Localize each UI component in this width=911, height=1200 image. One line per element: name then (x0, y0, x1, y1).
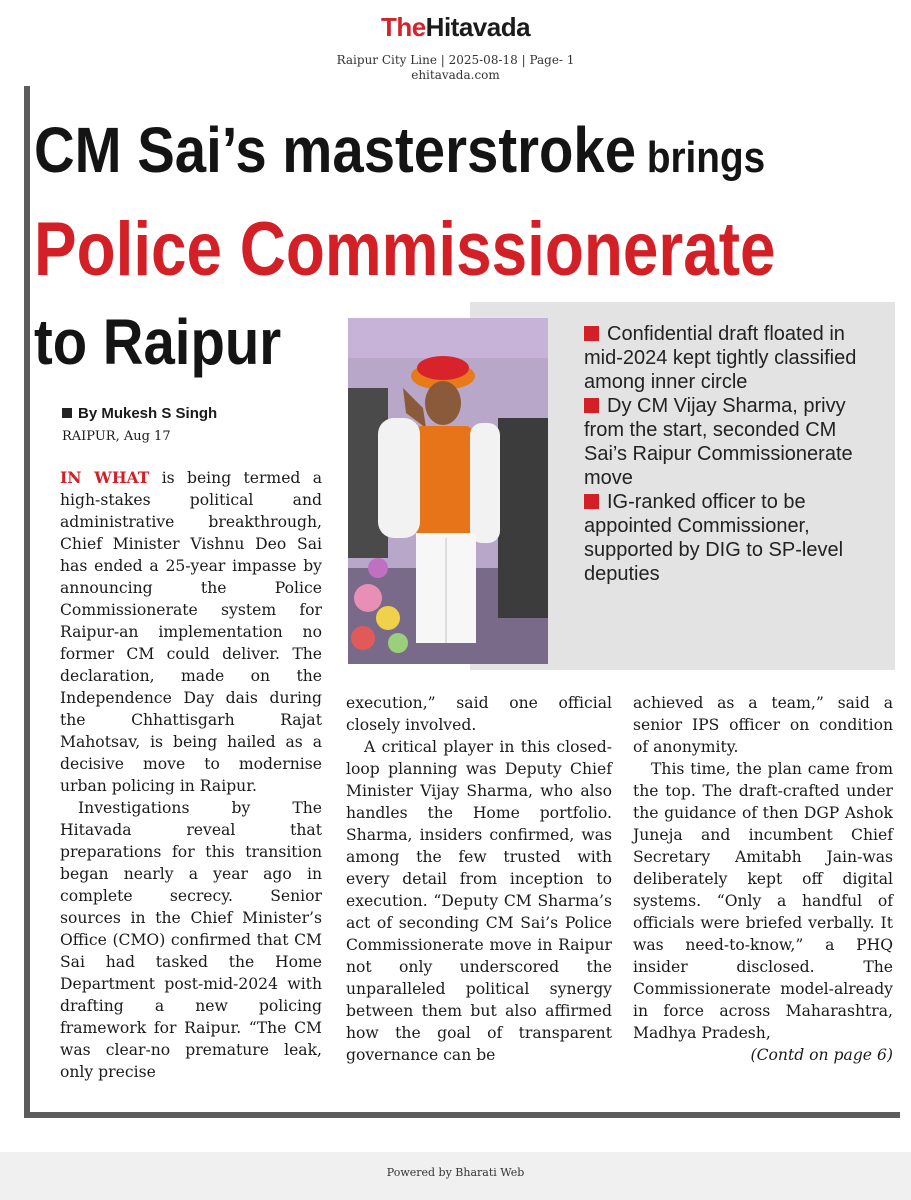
article-column-3 (633, 692, 893, 1066)
article-column-2 (346, 692, 612, 1066)
paragraph: execution,” said one official closely involved. (346, 694, 612, 734)
author-name: By Mukesh S Singh (78, 405, 218, 422)
lead-in: IN WHAT (60, 468, 150, 487)
powered-by: Powered by Bharati Web (386, 1166, 525, 1179)
red-square-icon (584, 398, 599, 413)
dateline: RAIPUR, Aug 17 (62, 429, 171, 444)
logo-the: The (380, 12, 426, 42)
headline-line-2: Police Commissionerate (34, 207, 776, 292)
site-url: ehitavada.com (411, 68, 500, 82)
continued-link[interactable]: (Contd on page 6) (750, 1046, 893, 1064)
byline (62, 405, 217, 422)
highlight-item: Confidential draft floated in mid-2024 kept tightly classified among inner circle (584, 323, 857, 393)
newspaper-logo (0, 12, 911, 43)
news-photo (348, 318, 548, 664)
highlights-list (584, 322, 884, 586)
red-square-icon (584, 494, 599, 509)
headline-line-3: to Raipur (34, 306, 282, 378)
paragraph: This time, the plan came from the top. The draft-crafted under the guidance of then DGP Ashok Juneja and incumbent Chief Secretary Amitabh Jain-was deliberately kept off digital systems. “Only a handful of officials were briefed verbally. It was need-to-know,” a PHQ insider disclosed. The Commissionerate model-already in force across Maharashtra, Madhya Pradesh, (633, 760, 893, 1042)
edition-line: Raipur City Line | 2025-08-18 | Page- 1 (336, 53, 575, 67)
paragraph: achieved as a team,” said a senior IPS officer on condition of anonymity. (633, 694, 893, 756)
paragraph: IN WHAT is being termed a high-stakes political and administrative breakthrough, Chief Minister Vishnu Deo Sai has ended a 25-year impasse by announcing the Police Commissionerate system for Raipur-an implementation no former CM could deliver. The declaration, made on the Independence Day dais during the Chhattisgarh Rajat Mahotsav, is being hailed as a decisive move to modernise urban policing in Raipur. (60, 468, 322, 795)
paragraph: A critical player in this closed-loop planning was Deputy Chief Minister Vijay Sharma, who also handles the Home portfolio. Sharma, insiders confirmed, was among the few trusted with every detail from inception to execution. “Deputy CM Sharma’s act of seconding CM Sai’s Police Commissionerate move in Raipur not only underscored the unparalleled political synergy between them but also affirmed how the goal of transparent governance can be (346, 738, 612, 1064)
logo-hitavada: Hitavada (425, 12, 531, 42)
article-column-1 (60, 467, 322, 1083)
red-square-icon (584, 326, 599, 341)
highlight-item: Dy CM Vijay Sharma, privy from the start, seconded CM Sai’s Raipur Commissionerate move (584, 395, 853, 489)
headline-line-1 (34, 114, 766, 186)
black-square-icon (62, 408, 72, 418)
paragraph: Investigations by The Hitavada reveal that preparations for this transition began nearly a year ago in complete secrecy. Senior sources in the Chief Minister’s Office (CMO) confirmed that CM Sai had tasked the Home Department post-mid-2024 with drafting a new policing framework for Raipur. “The CM was clear-no premature leak, only precise (60, 799, 322, 1081)
headline-brings: brings (636, 133, 766, 182)
highlight-item: IG-ranked officer to be appointed Commissioner, supported by DIG to SP-level deputies (584, 491, 844, 585)
headline-main: CM Sai’s masterstroke (34, 114, 637, 186)
